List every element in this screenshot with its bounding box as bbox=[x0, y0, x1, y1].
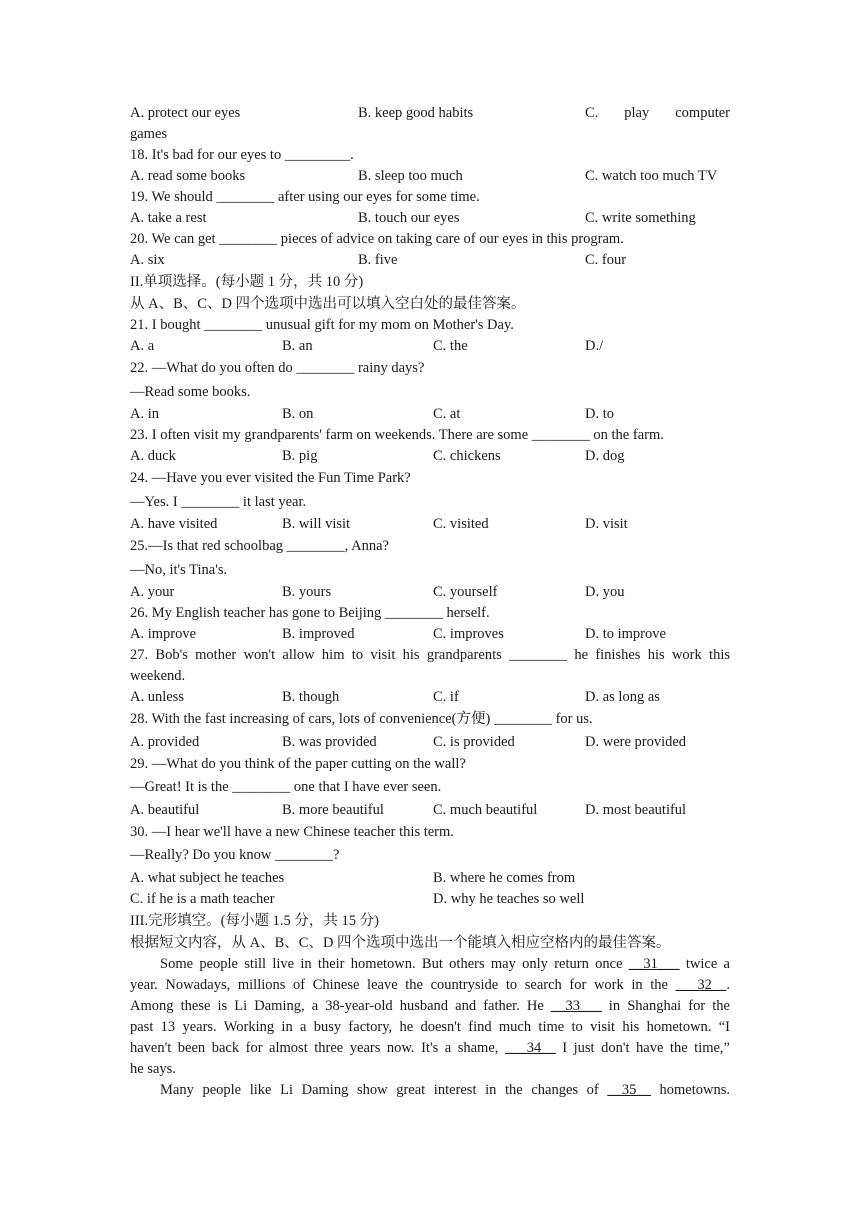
q19-options bbox=[130, 208, 730, 229]
q19-stem: 19. We should ________ after using our eyes for some time. bbox=[130, 189, 480, 205]
q24-option-b: B. will visit bbox=[282, 516, 351, 532]
q25-option-b: B. yours bbox=[282, 584, 332, 600]
q26-option-d: D. to improve bbox=[585, 626, 666, 642]
q27-option-b: B. though bbox=[282, 689, 340, 705]
q17-option-c-continued: games bbox=[130, 126, 168, 142]
q22-reply: —Read some books. bbox=[130, 383, 251, 400]
q29-option-a: A. beautiful bbox=[130, 801, 200, 818]
q22-option-a: A. in bbox=[130, 406, 159, 422]
q17-option-b: B. keep good habits bbox=[358, 105, 474, 121]
q23-stem: 23. I often visit my grandparents' farm on weekends. There are some ________ on the farm. bbox=[130, 427, 664, 443]
q24-reply: —Yes. I ________ it last year. bbox=[130, 493, 307, 510]
blank-35: __35__ bbox=[607, 1081, 651, 1098]
q25-options bbox=[130, 582, 730, 603]
section-2-title: II.单项选择。(每小题 1 分，共 10 分) bbox=[130, 274, 364, 290]
blank-34: ___34__ bbox=[504, 1039, 556, 1056]
q29-option-c: C. much beautiful bbox=[433, 801, 538, 818]
q24-stem: 24. —Have you ever visited the Fun Time Park? bbox=[130, 470, 411, 486]
q29-option-d: D. most beautiful bbox=[585, 801, 687, 818]
section-2-instruction: 从 A、B、C、D 四个选项中选出可以填入空白处的最佳答案。 bbox=[130, 296, 526, 312]
passage-line: he says. bbox=[130, 1060, 176, 1077]
q27-options bbox=[130, 687, 730, 708]
passage-line: year. Nowadays, millions of Chinese leave the countryside to search for work in the ___32__. bbox=[130, 976, 730, 993]
q22-options bbox=[130, 404, 730, 425]
q20-option-c: C. four bbox=[585, 252, 627, 268]
q21-option-a: A. a bbox=[130, 338, 155, 354]
blank-31: __31___ bbox=[628, 955, 680, 972]
q18-options bbox=[130, 166, 730, 187]
q26-option-c: C. improves bbox=[433, 626, 504, 642]
blank-32: ___32__ bbox=[675, 976, 727, 993]
q28-option-a: A. provided bbox=[130, 733, 200, 750]
q18-stem: 18. It's bad for our eyes to _________. bbox=[130, 147, 354, 163]
q21-options bbox=[130, 336, 730, 357]
q25-option-c: C. yourself bbox=[433, 584, 498, 600]
q29-option-b: B. more beautiful bbox=[282, 801, 384, 818]
q25-option-a: A. your bbox=[130, 584, 175, 600]
q17-options bbox=[130, 103, 730, 124]
q30-option-b: B. where he comes from bbox=[433, 869, 576, 886]
q29-stem: 29. —What do you think of the paper cutting on the wall? bbox=[130, 755, 466, 772]
q24-option-d: D. visit bbox=[585, 516, 628, 532]
passage-line: Some people still live in their hometown. But others may only return once __31___ twice a bbox=[160, 955, 730, 972]
q23-options bbox=[130, 446, 730, 467]
q28-option-b: B. was provided bbox=[282, 733, 377, 750]
q29-options bbox=[130, 800, 730, 821]
section-3-title: III.完形填空。(每小题 1.5 分，共 15 分) bbox=[130, 912, 379, 929]
q30-option-a: A. what subject he teaches bbox=[130, 869, 285, 886]
q26-option-b: B. improved bbox=[282, 626, 355, 642]
q30-reply: —Really? Do you know ________? bbox=[130, 847, 340, 863]
q25-reply: —No, it's Tina's. bbox=[130, 561, 228, 578]
q20-option-a: A. six bbox=[130, 252, 165, 268]
q26-options bbox=[130, 624, 730, 645]
q23-option-a: A. duck bbox=[130, 448, 176, 464]
q30-options-row2 bbox=[130, 889, 730, 910]
q20-stem: 20. We can get ________ pieces of advice on taking care of our eyes in this program. bbox=[130, 231, 624, 247]
q21-option-c: C. the bbox=[433, 338, 468, 354]
q27-stem-continued: weekend. bbox=[130, 668, 186, 684]
q27-stem: 27. Bob's mother won't allow him to visit his grandparents ________ he finishes his work this bbox=[130, 647, 730, 663]
q19-option-c: C. write something bbox=[585, 210, 696, 226]
q26-stem: 26. My English teacher has gone to Beijing ________ herself. bbox=[130, 605, 490, 621]
passage-line: past 13 years. Working in a busy factory, he doesn't find much time to visit his hometown. “I bbox=[130, 1018, 730, 1035]
q22-option-d: D. to bbox=[585, 406, 614, 422]
q30-stem: 30. —I hear we'll have a new Chinese teacher this term. bbox=[130, 823, 454, 840]
q18-option-c: C. watch too much TV bbox=[585, 168, 718, 184]
q22-option-b: B. on bbox=[282, 406, 314, 422]
q24-options bbox=[130, 514, 730, 535]
q25-stem: 25.—Is that red schoolbag ________, Anna? bbox=[130, 538, 389, 554]
cloze-passage bbox=[130, 954, 730, 1101]
section-3-instruction: 根据短文内容，从 A、B、C、D 四个选项中选出一个能填入相应空格内的最佳答案。 bbox=[130, 934, 671, 951]
q30-option-d: D. why he teaches so well bbox=[433, 890, 585, 907]
q27-option-d: D. as long as bbox=[585, 689, 660, 705]
q23-option-d: D. dog bbox=[585, 448, 625, 464]
q29-reply: —Great! It is the ________ one that I have ever seen. bbox=[130, 779, 442, 795]
q17-option-c: C. play computer bbox=[585, 105, 730, 121]
passage-line: haven't been back for almost three years now. It's a shame, ___34__ I just don't have the time,” bbox=[130, 1039, 730, 1056]
q28-option-d: D. were provided bbox=[585, 733, 687, 750]
passage-line: Among these is Li Daming, a 38-year-old husband and father. He __33___ in Shanghai for the bbox=[130, 997, 730, 1014]
q21-option-d: D./ bbox=[585, 338, 604, 354]
q24-option-a: A. have visited bbox=[130, 516, 218, 532]
q20-options bbox=[130, 250, 730, 271]
q19-option-a: A. take a rest bbox=[130, 210, 207, 226]
q23-option-c: C. chickens bbox=[433, 448, 501, 464]
q28-stem: 28. With the fast increasing of cars, lots of convenience(方便) ________ for us. bbox=[130, 711, 593, 727]
passage-line: Many people like Li Daming show great interest in the changes of __35__ hometowns. bbox=[160, 1081, 730, 1098]
q27-option-a: A. unless bbox=[130, 689, 184, 705]
q21-stem: 21. I bought ________ unusual gift for my mom on Mother's Day. bbox=[130, 317, 514, 333]
q27-option-c: C. if bbox=[433, 689, 459, 705]
q22-option-c: C. at bbox=[433, 406, 461, 422]
blank-33: __33___ bbox=[550, 997, 602, 1014]
q19-option-b: B. touch our eyes bbox=[358, 210, 460, 226]
q26-option-a: A. improve bbox=[130, 626, 197, 642]
q28-option-c: C. is provided bbox=[433, 733, 515, 750]
q25-option-d: D. you bbox=[585, 584, 625, 600]
q18-option-b: B. sleep too much bbox=[358, 168, 463, 184]
q18-option-a: A. read some books bbox=[130, 168, 246, 184]
q22-stem: 22. —What do you often do ________ rainy days? bbox=[130, 360, 425, 376]
q30-option-c: C. if he is a math teacher bbox=[130, 890, 275, 907]
q20-option-b: B. five bbox=[358, 252, 398, 268]
q23-option-b: B. pig bbox=[282, 448, 318, 464]
q21-option-b: B. an bbox=[282, 338, 313, 354]
exam-page bbox=[130, 103, 730, 1101]
q24-option-c: C. visited bbox=[433, 516, 489, 532]
q28-options bbox=[130, 732, 730, 753]
q17-option-a: A. protect our eyes bbox=[130, 105, 241, 121]
q30-options-row1 bbox=[130, 868, 730, 889]
